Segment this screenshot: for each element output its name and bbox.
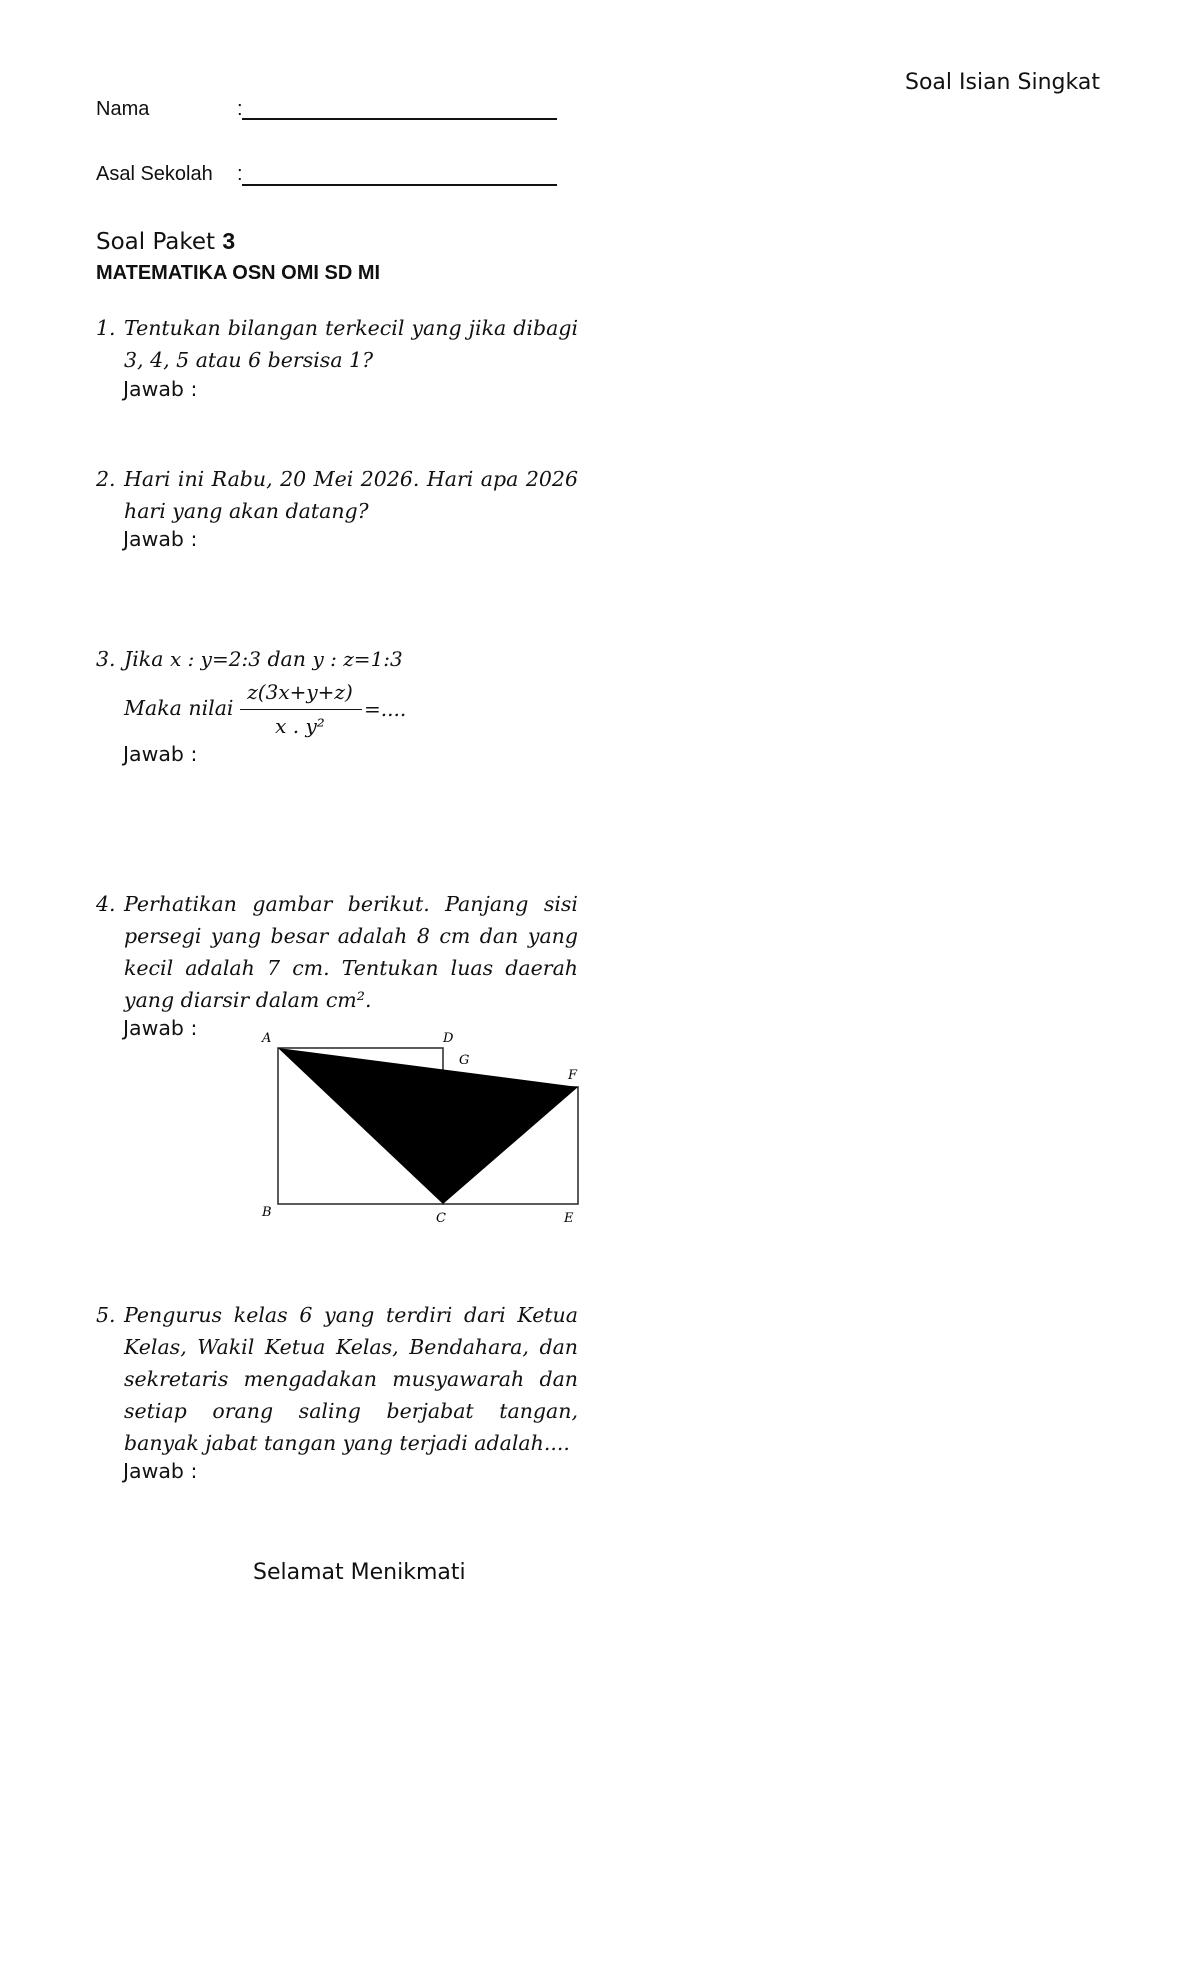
squares-figure [250, 1018, 590, 1236]
question-number: 1. [96, 316, 116, 340]
paket-title [96, 228, 235, 255]
question-2 [96, 463, 578, 527]
name-field[interactable] [242, 118, 557, 120]
label-e: E [564, 1211, 574, 1226]
question-4 [96, 888, 578, 1016]
name-colon: : [237, 98, 243, 120]
question-number: 2. [96, 467, 116, 491]
question-3-number: 3. [96, 647, 116, 671]
school-label: Asal Sekolah [96, 163, 213, 185]
fraction-suffix: =.... [364, 697, 407, 721]
q3-ratio-2: y : z=1:3 [312, 647, 403, 671]
question-3-line1 [124, 647, 403, 671]
label-c: C [436, 1211, 446, 1226]
label-g: G [459, 1053, 470, 1068]
fraction-denominator: x . y² [275, 714, 325, 738]
fraction-numerator: z(3x+y+z) [247, 680, 353, 704]
subject-title: MATEMATIKA OSN OMI SD MI [96, 262, 381, 284]
answer-label-2: Jawab : [123, 527, 198, 551]
question-3-line2-prefix: Maka nilai [124, 696, 234, 720]
label-d: D [443, 1031, 454, 1046]
q3-ratio-1: x : y=2:3 [169, 647, 261, 671]
paket-prefix: Soal Paket [96, 229, 223, 255]
q3-mid: dan [260, 647, 313, 671]
question-text: Pengurus kelas 6 yang terdiri dari Ketua Kelas, Wakil Ketua Kelas, Bendahara, dan sekretaris mengadakan musyawarah dan setiap orang saling berjabat tangan, banyak jabat tangan yang terjadi adalah.... [124, 1303, 578, 1455]
label-f: F [568, 1068, 578, 1083]
paket-number: 3 [222, 228, 236, 254]
shaded-triangle [278, 1048, 578, 1204]
question-number: 4. [96, 892, 116, 916]
question-1 [96, 312, 578, 376]
question-5 [96, 1299, 578, 1459]
answer-label-3: Jawab : [123, 742, 198, 766]
q3-prefix: Jika [124, 647, 170, 671]
question-text: Tentukan bilangan terkecil yang jika dibagi 3, 4, 5 atau 6 bersisa 1? [124, 316, 578, 372]
school-colon: : [237, 163, 243, 185]
school-field[interactable] [242, 184, 557, 186]
question-text: Hari ini Rabu, 20 Mei 2026. Hari apa 2026 hari yang akan datang? [124, 467, 578, 523]
name-label: Nama [96, 98, 150, 120]
closing-text: Selamat Menikmati [253, 1560, 466, 1585]
label-b: B [262, 1205, 272, 1220]
answer-label-1: Jawab : [123, 377, 198, 401]
fraction-bar [240, 709, 362, 710]
question-number: 5. [96, 1303, 116, 1327]
answer-label-4: Jawab : [123, 1016, 198, 1040]
answer-label-5: Jawab : [123, 1459, 198, 1483]
question-text: Perhatikan gambar berikut. Panjang sisi persegi yang besar adalah 8 cm dan yang kecil adalah 7 cm. Tentukan luas daerah yang diarsir dalam cm². [124, 892, 578, 1012]
document-type-label: Soal Isian Singkat [905, 70, 1100, 95]
label-a: A [262, 1031, 272, 1046]
